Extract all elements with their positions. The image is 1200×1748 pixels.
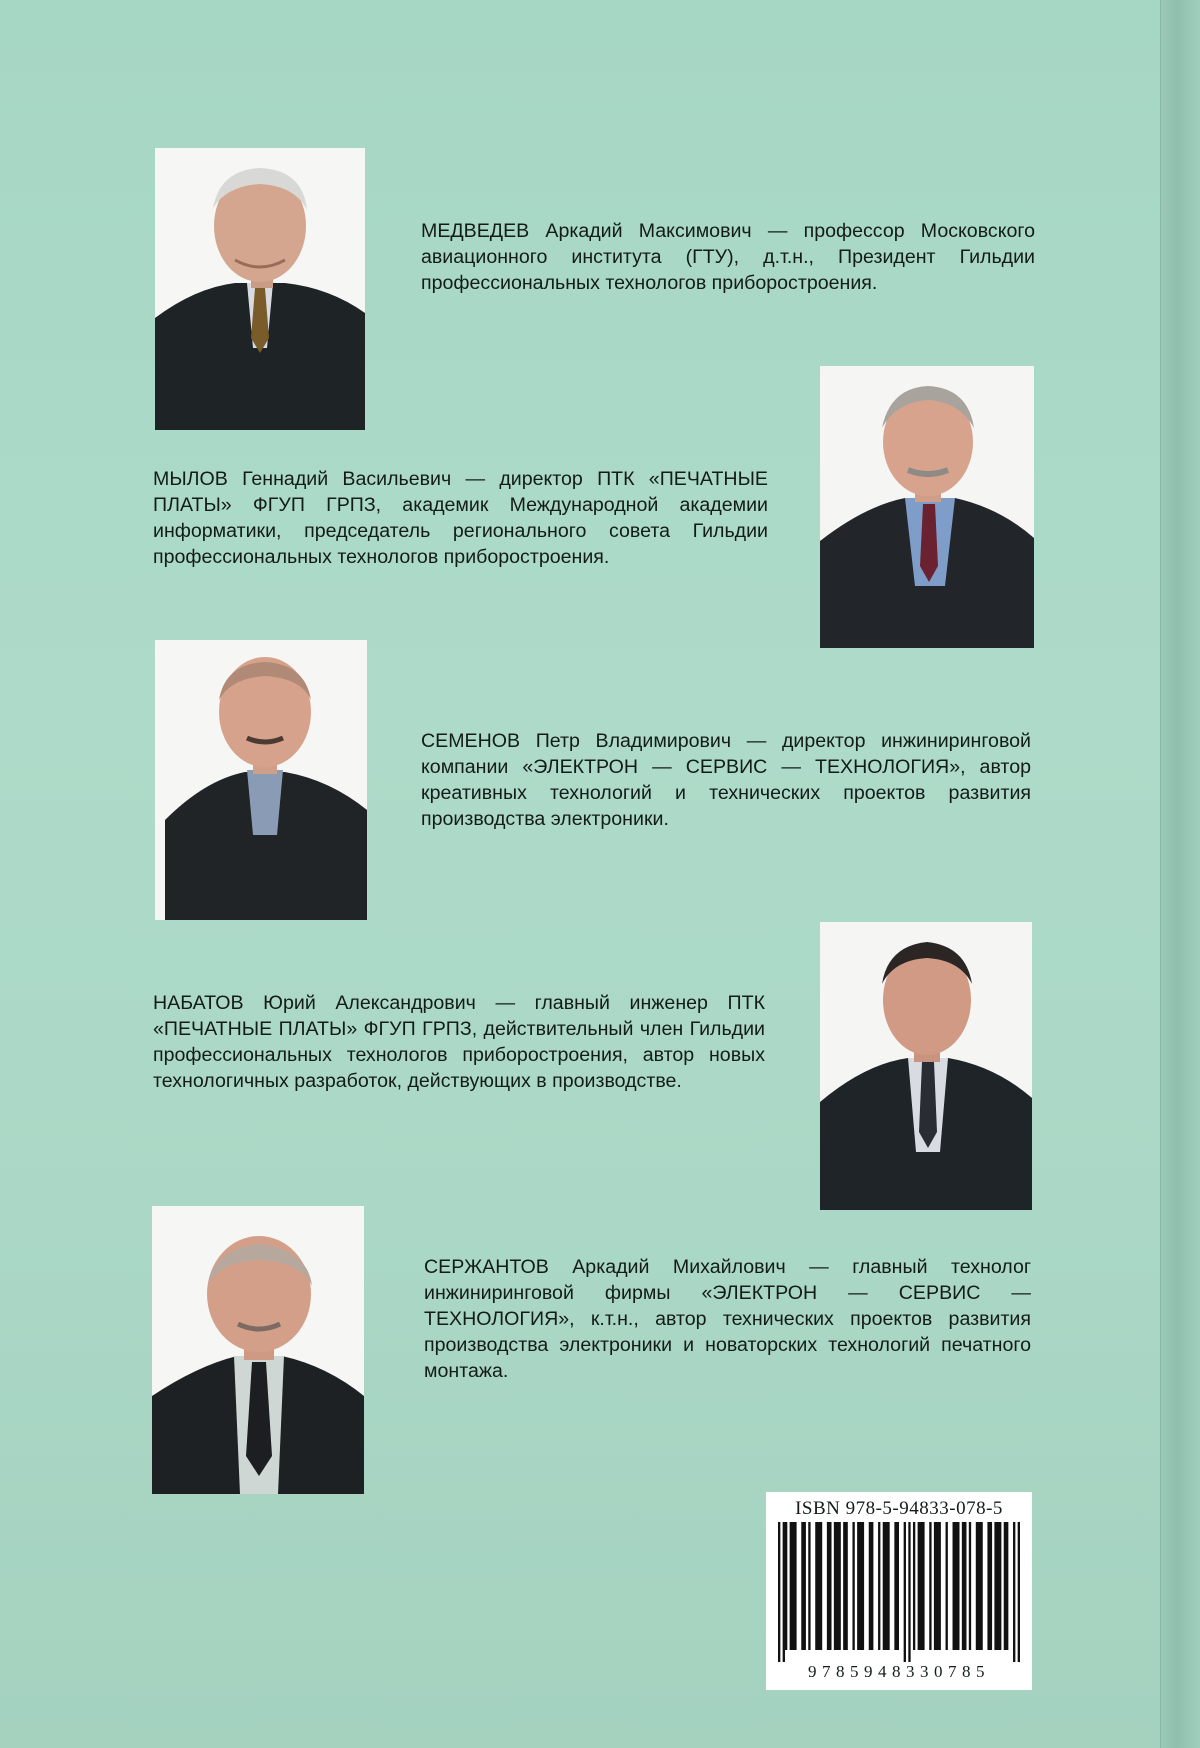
barcode-bars: [776, 1522, 1022, 1662]
author-bio-medvedev: МЕДВЕДЕВ Аркадий Максимович — профессор Московского авиационного института (ГТУ), д.т.н., Президент Гильдии профессиональных технологов приборостроения.: [421, 220, 1035, 294]
barcode-bar: [976, 1522, 983, 1650]
barcode-bar: [962, 1522, 967, 1650]
barcode-bar: [785, 1522, 787, 1650]
barcode-bar: [1018, 1522, 1020, 1662]
author-bio-semenov: СЕМЕНОВ Петр Владимирович — директор инжиниринговой компании «ЭЛЕКТРОН — СЕРВИС — ТЕХНОЛОГИЯ», автор креативных технологий и технических проектов развития производства электроники.: [421, 730, 1031, 830]
author-photo-medvedev: [155, 148, 365, 430]
barcode-bar: [946, 1522, 948, 1650]
barcode-bar: [827, 1522, 832, 1650]
barcode-bar: [852, 1522, 854, 1650]
author-photo-serzhantov: [152, 1206, 364, 1494]
barcode-bar: [783, 1522, 785, 1662]
barcode-bar: [857, 1522, 864, 1650]
barcode-bar: [908, 1522, 910, 1662]
barcode-bar: [801, 1522, 806, 1650]
barcode-bar: [1013, 1522, 1015, 1662]
barcode-bar: [790, 1522, 797, 1650]
barcode-bar: [778, 1522, 780, 1662]
author-photo-mylov: [820, 366, 1034, 648]
barcode-bar: [953, 1522, 960, 1650]
barcode-bar: [815, 1522, 822, 1650]
author-bio-nabatov: НАБАТОВ Юрий Александрович — главный инженер ПТК «ПЕЧАТНЫЕ ПЛАТЫ» ФГУП ГРПЗ, действительный член Гильдии профессиональных технологов приборостроения, автор новых технологичных разработок, действующих в производстве.: [153, 992, 765, 1092]
barcode-bar: [987, 1522, 992, 1650]
barcode-bar: [934, 1522, 941, 1650]
barcode-bar: [808, 1522, 810, 1650]
barcode-bar: [994, 1522, 1001, 1650]
isbn-barcode: [766, 1492, 1032, 1690]
barcode-bar: [834, 1522, 841, 1650]
barcode-bar: [894, 1522, 899, 1650]
barcode-bar: [904, 1522, 906, 1662]
isbn-digits: 9785948330785: [808, 1662, 990, 1681]
author-photo-semenov: [155, 640, 367, 920]
barcode-bar: [1004, 1522, 1009, 1650]
barcode-bar: [969, 1522, 971, 1650]
barcode-bar: [878, 1522, 880, 1650]
author-bio-mylov: МЫЛОВ Геннадий Васильевич — директор ПТК «ПЕЧАТНЫЕ ПЛАТЫ» ФГУП ГРПЗ, академик Международной академии информатики, председатель регионального совета Гильдии профессиональных технологов приборостроения.: [153, 468, 768, 568]
author-bio-serzhantov: СЕРЖАНТОВ Аркадий Михайлович — главный технолог инжиниринговой фирмы «ЭЛЕКТРОН — СЕРВИС — ТЕХНОЛОГИЯ», к.т.н., автор технических проектов развития производства электроники и новаторских технологий печатного монтажа.: [424, 1256, 1031, 1382]
barcode-bar: [869, 1522, 874, 1650]
barcode-bar: [918, 1522, 925, 1650]
isbn-label: ISBN 978-5-94833-078-5: [795, 1498, 1003, 1519]
book-spine: [1160, 0, 1200, 1748]
barcode-bar: [883, 1522, 890, 1650]
barcode-bar: [929, 1522, 931, 1650]
barcode-bar: [913, 1522, 915, 1650]
barcode-bar: [843, 1522, 848, 1650]
author-photo-nabatov: [820, 922, 1032, 1210]
